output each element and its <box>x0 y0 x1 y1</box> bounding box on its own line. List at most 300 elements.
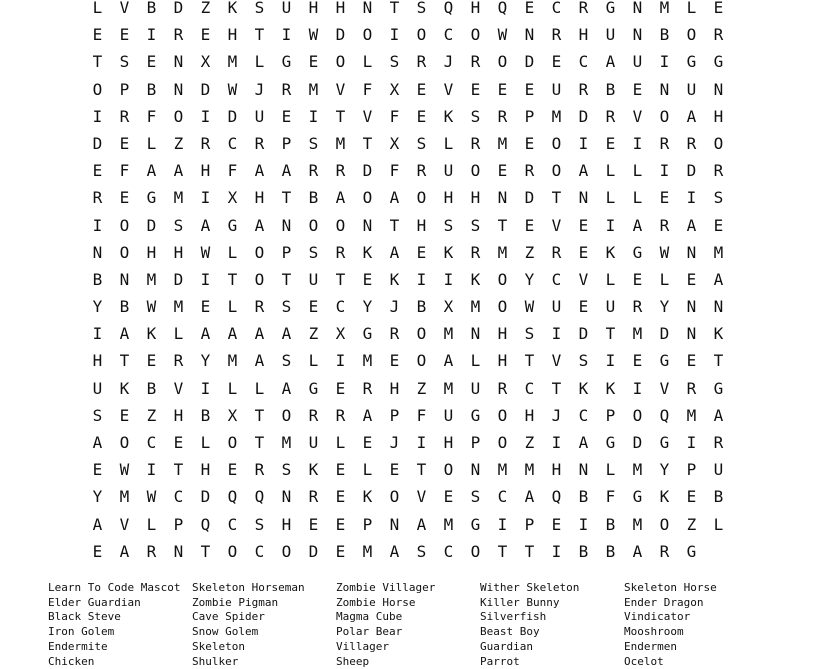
grid-letter: O <box>659 514 670 534</box>
grid-letter: E <box>335 487 346 507</box>
grid-letter: O <box>551 133 562 153</box>
grid-letter: U <box>551 79 562 99</box>
grid-letter: M <box>632 324 643 344</box>
grid-letter: U <box>605 297 616 317</box>
grid-letter: N <box>713 297 724 317</box>
grid-letter: B <box>146 79 157 99</box>
grid-letter: E <box>686 351 697 371</box>
grid-letter: K <box>470 269 481 289</box>
grid-letter: I <box>92 215 103 235</box>
grid-letter: U <box>308 269 319 289</box>
grid-letter: M <box>119 487 130 507</box>
grid-letter: I <box>146 25 157 45</box>
grid-letter: L <box>470 351 481 371</box>
grid-letter: S <box>119 52 130 72</box>
grid-letter: E <box>119 25 130 45</box>
grid-letter: E <box>389 460 400 480</box>
grid-letter: D <box>173 269 184 289</box>
word-item: Beast Boy <box>480 625 540 639</box>
grid-letter: N <box>281 215 292 235</box>
grid-letter: Y <box>659 460 670 480</box>
grid-letter: N <box>659 79 670 99</box>
grid-letter: J <box>389 433 400 452</box>
grid-letter: D <box>362 161 373 181</box>
grid-letter: D <box>200 487 211 507</box>
grid-letter: H <box>713 106 724 126</box>
grid-letter: E <box>713 0 724 17</box>
grid-letter: A <box>416 514 427 534</box>
grid-letter: D <box>578 324 589 344</box>
grid-letter: V <box>335 79 346 99</box>
grid-letter: S <box>470 487 481 507</box>
grid-letter: A <box>254 324 265 344</box>
grid-letter: S <box>416 541 427 561</box>
grid-letter: H <box>443 188 454 208</box>
grid-letter: B <box>578 487 589 507</box>
grid-letter: N <box>632 0 643 17</box>
grid-letter: L <box>362 460 373 480</box>
grid-letter: O <box>254 269 265 289</box>
grid-letter: U <box>281 0 292 17</box>
grid-letter: X <box>227 405 238 425</box>
grid-letter: G <box>470 514 481 534</box>
grid-letter: U <box>92 378 103 398</box>
grid-letter: H <box>443 433 454 452</box>
grid-letter: O <box>497 433 508 452</box>
grid-letter: N <box>686 242 697 262</box>
grid-letter: H <box>281 514 292 534</box>
grid-letter: N <box>92 242 103 262</box>
grid-letter: V <box>173 378 184 398</box>
grid-letter: H <box>173 242 184 262</box>
grid-letter: P <box>470 433 481 452</box>
word-item: Skeleton <box>192 639 245 653</box>
grid-letter: E <box>524 79 535 99</box>
grid-letter: P <box>173 514 184 534</box>
grid-letter: B <box>605 514 616 534</box>
word-item: Villager <box>336 639 389 653</box>
grid-letter: R <box>551 242 562 262</box>
grid-letter: O <box>497 297 508 317</box>
grid-letter: E <box>119 188 130 208</box>
grid-letter: S <box>443 215 454 235</box>
grid-letter: O <box>632 405 643 425</box>
grid-letter: H <box>173 405 184 425</box>
grid-letter: B <box>659 25 670 45</box>
grid-letter: L <box>605 161 616 181</box>
grid-letter: R <box>578 79 589 99</box>
grid-letter: Y <box>92 297 103 317</box>
grid-letter: Y <box>92 487 103 507</box>
grid-letter: B <box>605 541 616 561</box>
grid-letter: W <box>146 487 157 507</box>
word-item: Iron Golem <box>48 625 115 639</box>
grid-letter: R <box>470 133 481 153</box>
grid-letter: S <box>92 405 103 425</box>
grid-letter: K <box>578 378 589 398</box>
grid-letter: R <box>308 487 319 507</box>
grid-letter: A <box>281 324 292 344</box>
grid-letter: T <box>497 541 508 561</box>
grid-letter: M <box>443 324 454 344</box>
grid-letter: O <box>389 487 400 507</box>
grid-letter: N <box>362 215 373 235</box>
grid-letter: O <box>713 133 724 153</box>
grid-letter: R <box>335 405 346 425</box>
grid-letter: I <box>686 188 697 208</box>
grid-letter: U <box>632 52 643 72</box>
grid-letter: E <box>335 541 346 561</box>
grid-letter: C <box>173 487 184 507</box>
grid-letter: Z <box>173 133 184 153</box>
grid-letter: M <box>146 269 157 289</box>
grid-letter: I <box>551 324 562 344</box>
grid-letter: E <box>92 25 103 45</box>
grid-letter: J <box>443 52 454 72</box>
word-item: Skeleton Horseman <box>192 581 305 594</box>
grid-letter: I <box>605 215 616 235</box>
grid-letter: M <box>497 460 508 480</box>
grid-letter: W <box>200 242 211 262</box>
grid-letter: P <box>119 79 130 99</box>
grid-letter: T <box>173 460 184 480</box>
grid-letter: G <box>281 52 292 72</box>
grid-letter: X <box>443 297 454 317</box>
grid-letter: P <box>281 133 292 153</box>
grid-letter: S <box>281 351 292 371</box>
grid-letter: L <box>686 0 697 17</box>
grid-letter: V <box>551 215 562 235</box>
grid-letter: D <box>92 133 103 153</box>
grid-letter: Y <box>362 297 373 317</box>
word-item: Vindicator <box>624 610 691 624</box>
grid-letter: E <box>578 215 589 235</box>
grid-letter: A <box>524 487 535 507</box>
grid-letter: X <box>389 133 400 153</box>
word-item: Endermite <box>48 639 108 653</box>
grid-letter: E <box>92 161 103 181</box>
grid-letter: O <box>119 215 130 235</box>
grid-letter: F <box>227 161 238 181</box>
grid-letter: B <box>713 487 724 507</box>
grid-letter: R <box>173 25 184 45</box>
grid-letter: O <box>551 161 562 181</box>
grid-letter: R <box>659 215 670 235</box>
grid-letter: W <box>146 297 157 317</box>
word-item: Sheep <box>336 654 370 668</box>
grid-letter: H <box>200 460 211 480</box>
grid-letter: E <box>713 215 724 235</box>
grid-letter: S <box>389 52 400 72</box>
grid-letter: N <box>632 25 643 45</box>
word-item: Learn To Code Mascot <box>48 581 181 594</box>
grid-letter: R <box>173 351 184 371</box>
grid-letter: G <box>659 433 670 452</box>
grid-letter: T <box>335 269 346 289</box>
grid-letter: O <box>416 324 427 344</box>
grid-letter: T <box>497 215 508 235</box>
grid-letter: I <box>416 269 427 289</box>
grid-letter: I <box>146 460 157 480</box>
grid-letter: T <box>200 541 211 561</box>
grid-letter: I <box>335 351 346 371</box>
grid-letter: L <box>605 188 616 208</box>
grid-letter: B <box>200 405 211 425</box>
grid-letter: E <box>443 487 454 507</box>
grid-letter: E <box>551 514 562 534</box>
grid-letter: I <box>659 52 670 72</box>
grid-letter: M <box>686 405 697 425</box>
grid-letter: A <box>254 161 265 181</box>
grid-letter: J <box>254 79 265 99</box>
grid-letter: S <box>524 324 535 344</box>
grid-letter: A <box>254 215 265 235</box>
grid-letter: K <box>443 106 454 126</box>
grid-letter: E <box>578 297 589 317</box>
grid-letter: E <box>551 52 562 72</box>
grid-letter: E <box>200 297 211 317</box>
grid-letter: N <box>470 460 481 480</box>
grid-letter: C <box>524 378 535 398</box>
grid-letter: P <box>524 106 535 126</box>
grid-letter: S <box>578 351 589 371</box>
grid-letter: L <box>173 324 184 344</box>
grid-letter: C <box>443 25 454 45</box>
grid-letter: L <box>92 0 103 17</box>
grid-letter: N <box>281 487 292 507</box>
grid-letter: U <box>686 79 697 99</box>
grid-letter: A <box>200 324 211 344</box>
grid-letter: S <box>470 215 481 235</box>
grid-letter: H <box>416 215 427 235</box>
grid-letter: O <box>281 541 292 561</box>
word-item: Endermen <box>624 639 677 653</box>
grid-letter: H <box>497 351 508 371</box>
grid-letter: F <box>389 161 400 181</box>
grid-letter: S <box>308 242 319 262</box>
grid-letter: M <box>308 79 319 99</box>
grid-letter: L <box>362 52 373 72</box>
grid-letter: Z <box>200 0 211 17</box>
grid-letter: C <box>146 433 157 452</box>
grid-letter: Q <box>443 0 454 17</box>
word-item: Wither Skeleton <box>480 581 580 594</box>
grid-letter: R <box>470 52 481 72</box>
grid-letter: E <box>227 460 238 480</box>
grid-letter: E <box>119 405 130 425</box>
grid-letter: N <box>713 79 724 99</box>
grid-letter: B <box>308 188 319 208</box>
grid-letter: O <box>335 215 346 235</box>
grid-letter: A <box>173 161 184 181</box>
grid-letter: G <box>659 351 670 371</box>
grid-letter: T <box>254 405 265 425</box>
grid-letter: G <box>686 541 697 561</box>
grid-letter: F <box>119 161 130 181</box>
grid-letter: N <box>497 188 508 208</box>
grid-letter: Q <box>227 487 238 507</box>
grid-letter: S <box>281 297 292 317</box>
grid-letter: E <box>524 215 535 235</box>
grid-letter: D <box>578 106 589 126</box>
grid-letter: I <box>389 25 400 45</box>
grid-letter: K <box>389 269 400 289</box>
grid-letter: Z <box>146 405 157 425</box>
grid-letter: T <box>227 269 238 289</box>
grid-letter: P <box>389 405 400 425</box>
grid-letter: M <box>713 242 724 262</box>
grid-letter: D <box>686 161 697 181</box>
grid-letter: K <box>146 324 157 344</box>
grid-letter: O <box>335 52 346 72</box>
grid-letter: F <box>362 79 373 99</box>
grid-letter: K <box>362 487 373 507</box>
grid-letter: O <box>497 52 508 72</box>
grid-letter: B <box>146 378 157 398</box>
grid-letter: E <box>146 351 157 371</box>
grid-letter: G <box>632 487 643 507</box>
grid-letter: I <box>92 106 103 126</box>
grid-letter: B <box>578 541 589 561</box>
grid-letter: A <box>92 433 103 452</box>
grid-letter: R <box>416 161 427 181</box>
word-item: Mooshroom <box>624 625 684 639</box>
word-column <box>192 581 336 669</box>
word-item: Polar Bear <box>336 625 403 639</box>
grid-letter: L <box>146 133 157 153</box>
grid-letter: M <box>497 133 508 153</box>
grid-letter: V <box>659 378 670 398</box>
grid-letter: Y <box>659 297 670 317</box>
grid-letter: I <box>416 433 427 452</box>
grid-letter: F <box>605 487 616 507</box>
grid-letter: N <box>524 25 535 45</box>
grid-letter: E <box>173 433 184 452</box>
grid-letter: C <box>551 0 562 17</box>
grid-letter: T <box>389 0 400 17</box>
grid-letter: R <box>362 378 373 398</box>
grid-letter: I <box>632 133 643 153</box>
letter-grid <box>84 0 732 571</box>
grid-letter: E <box>632 269 643 289</box>
grid-letter: T <box>254 25 265 45</box>
grid-letter: O <box>443 460 454 480</box>
grid-letter: E <box>92 541 103 561</box>
grid-letter: E <box>524 0 535 17</box>
grid-letter: W <box>497 25 508 45</box>
grid-letter: K <box>605 242 616 262</box>
grid-letter: D <box>659 324 670 344</box>
grid-letter: L <box>146 514 157 534</box>
grid-letter: O <box>92 79 103 99</box>
grid-letter: H <box>470 188 481 208</box>
grid-letter: D <box>200 79 211 99</box>
grid-letter: A <box>281 378 292 398</box>
grid-letter: O <box>416 25 427 45</box>
grid-letter: H <box>524 405 535 425</box>
grid-letter: R <box>281 79 292 99</box>
grid-letter: N <box>686 297 697 317</box>
grid-letter: C <box>335 297 346 317</box>
grid-letter: H <box>497 324 508 344</box>
grid-letter: M <box>227 351 238 371</box>
grid-letter: I <box>497 514 508 534</box>
grid-letter: U <box>443 405 454 425</box>
grid-letter: V <box>551 351 562 371</box>
grid-letter: E <box>659 188 670 208</box>
grid-letter: V <box>119 0 130 17</box>
word-item: Cave Spider <box>192 610 265 624</box>
grid-letter: V <box>119 514 130 534</box>
grid-letter: I <box>200 106 211 126</box>
grid-letter: I <box>200 188 211 208</box>
grid-letter: O <box>362 25 373 45</box>
grid-letter: N <box>173 541 184 561</box>
grid-letter: Z <box>524 433 535 452</box>
grid-letter: N <box>173 52 184 72</box>
grid-letter: O <box>254 242 265 262</box>
grid-letter: D <box>524 188 535 208</box>
grid-letter: M <box>497 242 508 262</box>
grid-letter: H <box>551 460 562 480</box>
grid-letter: Q <box>551 487 562 507</box>
grid-letter: A <box>443 351 454 371</box>
grid-letter: A <box>389 242 400 262</box>
grid-letter: C <box>227 133 238 153</box>
grid-letter: L <box>227 378 238 398</box>
grid-letter: K <box>308 460 319 480</box>
grid-letter: I <box>578 133 589 153</box>
grid-letter: I <box>551 433 562 452</box>
grid-letter: M <box>173 188 184 208</box>
grid-letter: E <box>200 25 211 45</box>
word-column <box>48 581 192 669</box>
word-item: Guardian <box>480 639 533 653</box>
grid-letter: S <box>254 514 265 534</box>
grid-letter: U <box>470 378 481 398</box>
grid-letter: Z <box>524 242 535 262</box>
grid-letter: X <box>227 188 238 208</box>
grid-letter: X <box>200 52 211 72</box>
grid-letter: M <box>362 541 373 561</box>
grid-letter: W <box>659 242 670 262</box>
word-item: Killer Bunny <box>480 595 560 609</box>
grid-letter: E <box>308 297 319 317</box>
grid-letter: R <box>146 541 157 561</box>
grid-letter: S <box>470 106 481 126</box>
grid-letter: W <box>308 25 319 45</box>
grid-letter: G <box>632 242 643 262</box>
grid-letter: K <box>443 242 454 262</box>
grid-letter: E <box>470 79 481 99</box>
grid-letter: R <box>389 324 400 344</box>
grid-letter: K <box>713 324 724 344</box>
grid-letter: R <box>335 242 346 262</box>
grid-letter: T <box>92 52 103 72</box>
grid-letter: D <box>632 433 643 452</box>
grid-letter: M <box>632 460 643 480</box>
grid-letter: O <box>470 25 481 45</box>
grid-letter: K <box>659 487 670 507</box>
grid-letter: O <box>281 405 292 425</box>
word-column <box>336 581 480 669</box>
grid-letter: G <box>605 0 616 17</box>
grid-letter: R <box>551 25 562 45</box>
grid-letter: F <box>389 106 400 126</box>
grid-letter: D <box>146 215 157 235</box>
grid-letter: E <box>632 351 643 371</box>
grid-letter: Q <box>659 405 670 425</box>
